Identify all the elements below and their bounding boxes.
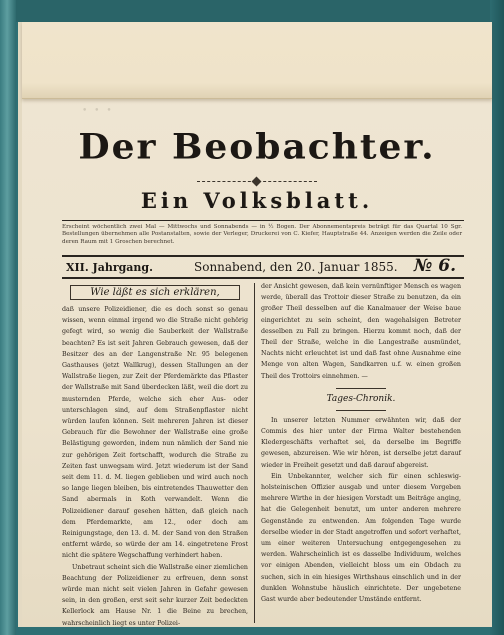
overlapping-blank-sheet (22, 22, 492, 99)
section-heading: Tages-Chronik. (326, 393, 396, 404)
newspaper-page (22, 96, 492, 626)
issue-date: Sonnabend, den 20. Januar 1855. (194, 260, 398, 274)
article-paragraph: der Ansicht gewesen, daß kein vernünftiger Mensch es wagen werde, überall das Trottoir dieser Straße zu benutzen, da ein großer Theil desselben auf die Kanalmauer der Weise baue eingerichtet zu sein scheint, den wagehalsigen Betreter desselben zu Fall zu bringen. Hierzu kommt noch, daß der Theil der Straße, welche in die Langestraße ausmündet, Nachts nicht erleuchtet ist und daß fast ohne Ausnahme eine Menge von alten Wagen, Sandkarren u.f. w. einen großen Theil des Trottoirs einnehmen. — (261, 283, 461, 380)
masthead-subtitle: Ein Volksblatt. (140, 188, 374, 213)
section-paragraph: In unserer letzten Nummer erwähnten wir, daß der Commis des hier unter der Firma Walter bestehenden Kledergeschäfts verhaftet sei, da derselbe im Begriffe gewesen, abzureisen. Wie wir hören, ist derselbe jetzt darauf wieder in Freiheit gesetzt und daß darauf abgereist. (261, 416, 461, 469)
volume-label: XII. Jahrgang. (66, 261, 153, 274)
issue-number: № 6. (413, 256, 456, 276)
article-heading: Wie läßt es sich erklären, (70, 285, 240, 300)
section-rule (336, 410, 386, 411)
right-column (261, 281, 461, 605)
article-paragraph: daß unsere Polizeidiener, die es doch sonst so genau wissen, wenn einmal irgend wo die Straße nicht gehörig gefegt wird, so wenig die Sauberkeit der Wallstraße beachten? Es ist seit Jahren Gebrauch gewesen, daß der Besitzer des an der Langenstraße Nr. 95 belegenen Gasthauses (jetzt Wallkrug), dessen Stallungen an der Wallstraße liegen, zur Zeit der Pferdemärkte das Pflaster der Wallstraße mit Sand überdecken läßt, weil die dort zu musternden Pferde, welche sich eher Aus- oder unterschlagen sind, auf dem Straßenpflaster nicht würden laufen können. Seit mehreren Jahren ist dieser Gebrauch für die Bewohner der Wallstraße eine große Belästigung geworden, indem nun nämlich der Sand nie zur gehörigen Zeit fortschafft, wodurch die Straße zu Zeiten fast unwegsam wird. Jetzt wiederum ist der Sand seit dem 11. d. M. liegen geblieben und wird auch noch so lange liegen bleiben, bis eintretendes Thauwetter den Sand abermals in Koth verwandelt. Wenn die Polizeidiener darauf gesehen hätten, daß gleich nach dem Pferdemarkte, am 12., oder doch am Reinigungstage, den 13. d. M. der Sand von den Straßen entfernt wärde, so würde der am 14. eingetretene Frost nicht die spätere Wegschaffung verhindert haben. (62, 306, 248, 560)
article-paragraph: Unbetraut scheint sich die Wallstraße einer ziemlichen Beachtung der Polizeidiener zu erfreuen, denn sonst würde man nicht seit vielen Jahren in Gefahr gewesen sein, in den großen, erst seit sehr kurzer Zeit bedeckten Kellerlock am Hause Nr. 1 die Beine zu brechen, wahrscheinlich liegt es unter Polizei- (62, 563, 248, 627)
rule-below-dateline (62, 277, 464, 279)
section-paragraph: Ein Unbekannter, welcher sich für einen schleswig-holsteinischen Offizier ausgab und unter diesem Vorgeben mehrere Wirthe in der hiesigen Vorstadt um Beiträge anging, hat die Gelegenheit benutzt, um unter anderen mehrere Gegenstände zu entwenden. Am folgenden Tage wurde derselbe wieder in der Stadt angetroffen und sofort verhaftet, um einer weiteren Untersuchung entgegengesehen zu werden. Wahrscheinlich ist es dasselbe Individuum, welches vor einigen Abenden, vielleicht bloss um ein Obdach zu suchen, sich in ein hiesiges Wirthshaus einschlich und in der dunklen Wohnstube häuslich einrichtete. Der ungebetene Gast wurde aber bedeutender Umstände entfernt. (261, 472, 461, 604)
section-rule (336, 388, 386, 389)
book-spine (0, 0, 16, 635)
masthead-title: Der Beobachter. (78, 127, 436, 167)
rule-above-dateline (62, 255, 464, 257)
background-top (0, 0, 504, 22)
background-right (490, 0, 504, 635)
bleed-through-text: • • • (82, 106, 114, 116)
column-divider (254, 283, 255, 623)
left-column (62, 283, 248, 629)
publication-info: Erscheint wöchentlich zwei Mal — Mittwochs und Sonnabends — in ½ Bogen. Der Abonnementspreis beträgt für das Quartal 10 Sgr. Bestellungen übernehmen alle Postanstalten, sowie der Verleger, Druckerei von C. Kiefer, Hauptstraße 44. Anzeigen werden die Zeile oder deren Raum mit 1 Groschen berechnet. (62, 224, 462, 245)
rule-above-info (62, 220, 464, 221)
dateline (62, 256, 464, 276)
